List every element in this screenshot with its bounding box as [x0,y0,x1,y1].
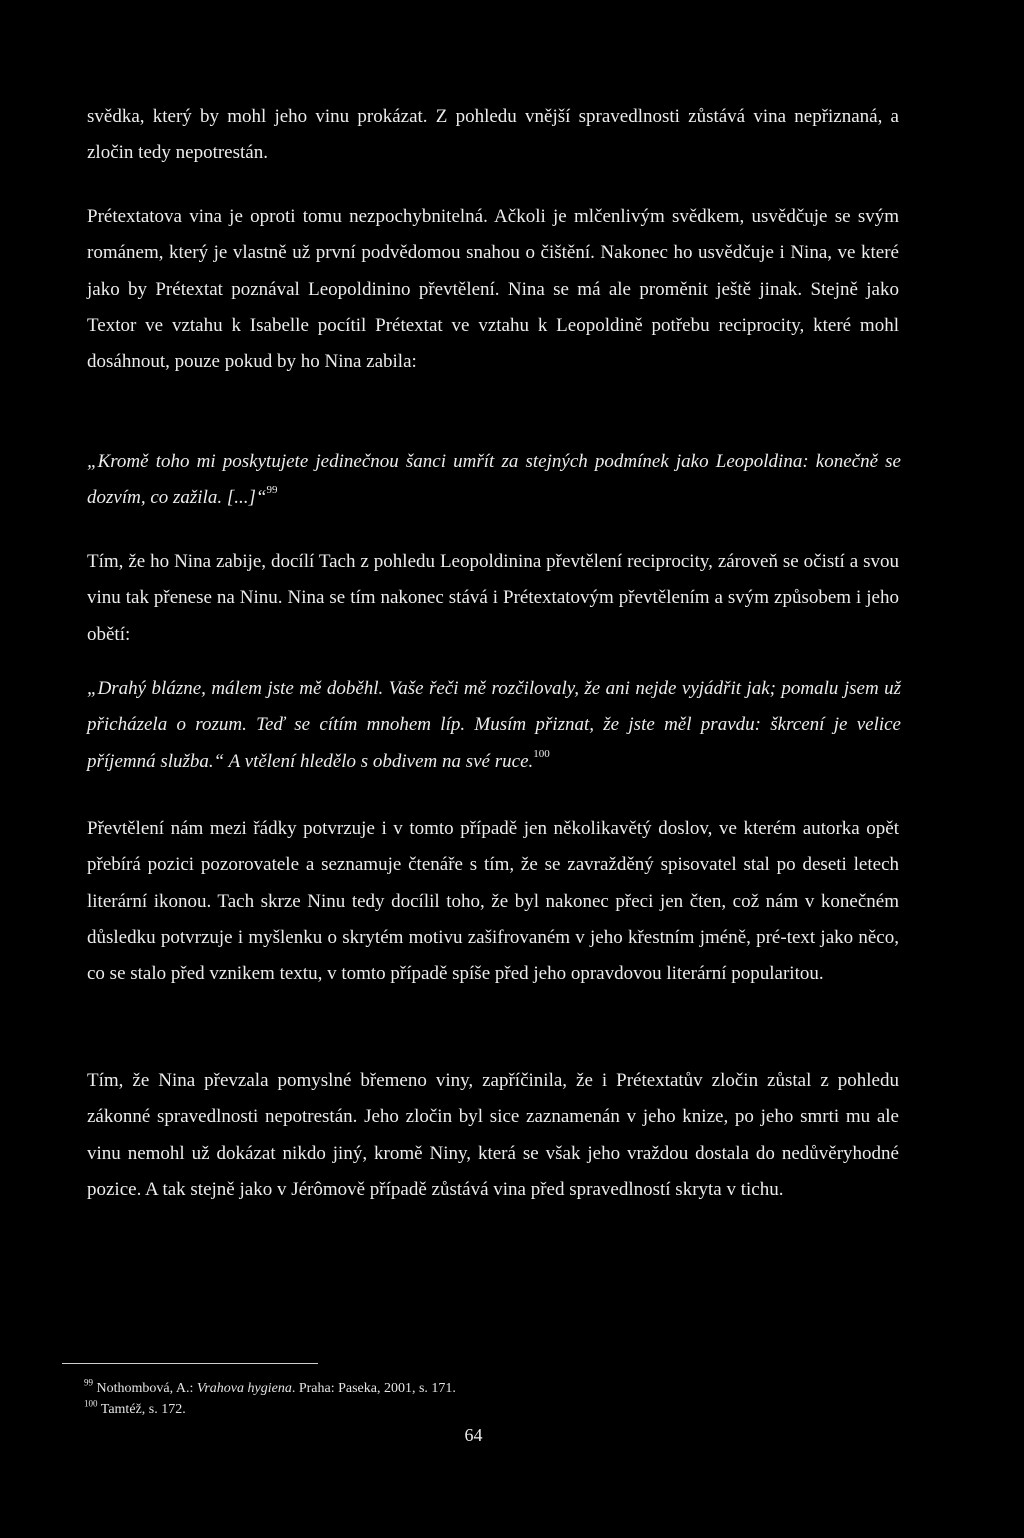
paragraph-3: Tím, že ho Nina zabije, docílí Tach z pohledu Leopoldinina převtělení reciprocity, zároveň se očistí a svou vinu tak přenese na Ninu. Nina se tím nakonec stává i Prétextatovým převtělením a svým způsobem i jeho obětí: [87,551,899,645]
paragraph-2: Prétextatova vina je oproti tomu nezpochybnitelná. Ačkoli je mlčenlivým svědkem, usvědčuje se svým románem, který je vlastně už první podvědomou snahou o čištění. Nakonec ho usvědčuje i Nina, ve které jako by Prétextat poznával Leopoldinino převtělení. Nina se má ale proměnit ještě jinak. Stejně jako Textor ve vztahu k Isabelle pocítil Prétextat ve vztahu k Leopoldině potřebu reciprocity, které mohl dosáhnout, pouze pokud by ho Nina zabila: [87,206,899,373]
footnotes [84,1378,456,1420]
footnote-publication: . Praha: Paseka, 2001, s. 171. [291,1381,456,1396]
quote-1 [87,444,901,517]
footnote-100 [84,1399,456,1420]
page-number: 64 [464,1425,483,1445]
paragraph-5: Tím, že Nina převzala pomyslné břemeno viny, zapříčinila, že i Prétextatův zločin zůstal z pohledu zákonné spravedlnosti nepotrestán. Jeho zločin byl sice zaznamenán v jeho knize, po jeho smrti mu ale vinu nemohl už dokázat nikdo jiný, kromě Niny, která se však jeho vraždou dostala do nedůvěryhodné pozice. A tak stejně jako v Jérômově případě zůstává vina před spravedlností skryta v tichu. [87,1070,899,1200]
footnote-number: 100 [84,1398,98,1409]
quote-1-text: „Kromě toho mi poskytujete jedinečnou šanci umřít za stejných podmínek jako Leopoldina: konečně se dozvím, co zažila. [...]“ [87,451,901,509]
paragraph-1: svědka, který by mohl jeho vinu prokázat. Z pohledu vnější spravedlnosti zůstává vina nepřiznaná, a zločin tedy nepotrestán. [87,106,899,164]
paragraph-4: Převtělení nám mezi řádky potvrzuje i v tomto případě jen několikavětý doslov, ve kterém autorka opět přebírá pozici pozorovatele a seznamuje čtenáře s tím, že se zavražděný spisovatel stal po deseti letech literární ikonou. Tach skrze Ninu tedy docílil toho, že byl nakonec přeci jen čten, což nám v konečném důsledku potvrzuje i myšlenku o skrytém motivu zašifrovaném v jeho křestním jméně, pré-text jako něco, co se stalo před vznikem textu, v tomto případě spíše před jeho opravdovou literární popularitou. [87,818,899,985]
footnote-ref-100[interactable]: 100 [533,747,550,760]
footnote-author: Nothombová, A.: [96,1381,197,1396]
footnote-text: Tamtéž, s. 172. [100,1402,186,1417]
footnote-book-title: Vrahova hygiena [196,1381,292,1396]
footnote-99 [84,1378,456,1399]
quote-2 [87,671,901,780]
quote-2-text: „Drahý blázne, málem jste mě doběhl. Vaše řeči mě rozčilovaly, že ani nejde vyjádřit jak; pomalu jsem už přicházela o rozum. Teď se cítím mnohem líp. Musím přiznat, že jste měl pravdu: škrcení je velice příjemná služba.“ A vtělení hledělo s obdivem na své ruce. [87,678,901,772]
footnote-divider [62,1363,318,1364]
footnote-ref-99[interactable]: 99 [266,484,278,497]
footnote-number: 99 [84,1377,93,1388]
